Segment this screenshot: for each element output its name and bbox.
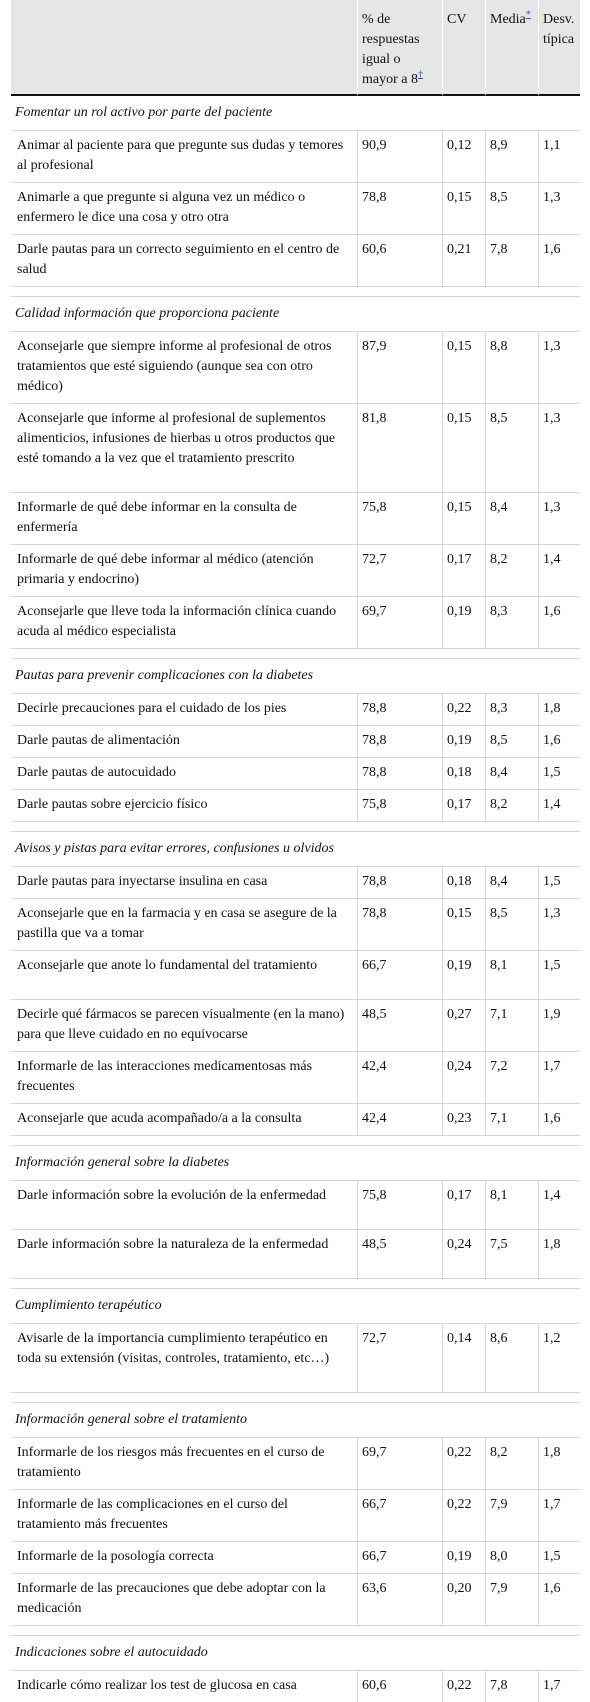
sd-cell: 1,3 bbox=[538, 493, 580, 545]
cv-cell: 0,22 bbox=[442, 694, 485, 726]
section-separator bbox=[11, 1279, 580, 1289]
cv-cell: 0,19 bbox=[442, 951, 485, 1000]
table-row bbox=[11, 332, 580, 404]
pct-cell: 66,7 bbox=[357, 951, 442, 1000]
sd-cell: 1,3 bbox=[538, 899, 580, 951]
media-cell: 8,2 bbox=[485, 790, 538, 822]
media-cell: 8,9 bbox=[485, 131, 538, 183]
media-cell: 8,6 bbox=[485, 1324, 538, 1393]
item-cell: Informarle de los riesgos más frecuentes en el curso de tratamiento bbox=[11, 1438, 357, 1490]
pct-cell: 78,8 bbox=[357, 758, 442, 790]
media-cell: 7,1 bbox=[485, 1000, 538, 1052]
pct-cell: 81,8 bbox=[357, 404, 442, 493]
media-cell: 8,2 bbox=[485, 1438, 538, 1490]
separator-cell bbox=[11, 1136, 580, 1146]
header-cv-cell bbox=[442, 0, 485, 96]
table-row bbox=[11, 131, 580, 183]
cv-cell: 0,17 bbox=[442, 1181, 485, 1230]
table-row bbox=[11, 951, 580, 1000]
item-cell: Informarle de las complicaciones en el curso del tratamiento más frecuentes bbox=[11, 1490, 357, 1542]
table-row bbox=[11, 235, 580, 287]
cv-cell: 0,22 bbox=[442, 1671, 485, 1702]
section-header-row bbox=[11, 1636, 580, 1671]
header-media-label: Media bbox=[490, 12, 526, 27]
pct-cell: 87,9 bbox=[357, 332, 442, 404]
section-header-row bbox=[11, 659, 580, 694]
sd-cell: 1,4 bbox=[538, 790, 580, 822]
item-cell: Darle pautas sobre ejercicio físico bbox=[11, 790, 357, 822]
item-cell: Decirle precauciones para el cuidado de los pies bbox=[11, 694, 357, 726]
item-cell: Animar al paciente para que pregunte sus dudas y temores al profesional bbox=[11, 131, 357, 183]
media-cell: 7,2 bbox=[485, 1052, 538, 1104]
sd-cell: 1,1 bbox=[538, 131, 580, 183]
pct-cell: 75,8 bbox=[357, 790, 442, 822]
sd-cell: 1,5 bbox=[538, 1542, 580, 1574]
footnote-dagger-link[interactable]: † bbox=[417, 69, 423, 81]
table-row bbox=[11, 545, 580, 597]
item-cell: Aconsejarle que acuda acompañado/a a la consulta bbox=[11, 1104, 357, 1136]
pct-cell: 75,8 bbox=[357, 493, 442, 545]
item-cell: Aconsejarle que anote lo fundamental del tratamiento bbox=[11, 951, 357, 1000]
pct-cell: 69,7 bbox=[357, 1438, 442, 1490]
pct-cell: 69,7 bbox=[357, 597, 442, 649]
sd-cell: 1,5 bbox=[538, 951, 580, 1000]
table-row bbox=[11, 790, 580, 822]
sd-cell: 1,6 bbox=[538, 235, 580, 287]
item-cell: Darle pautas para un correcto seguimiento en el centro de salud bbox=[11, 235, 357, 287]
table-row bbox=[11, 1490, 580, 1542]
header-pct-cell bbox=[357, 0, 442, 96]
item-cell: Animarle a que pregunte si alguna vez un médico o enfermero le dice una cosa y otro otra bbox=[11, 183, 357, 235]
item-cell: Informarle de la posología correcta bbox=[11, 1542, 357, 1574]
section-header-row bbox=[11, 1146, 580, 1181]
media-cell: 8,2 bbox=[485, 545, 538, 597]
pct-cell: 78,8 bbox=[357, 694, 442, 726]
sd-cell: 1,6 bbox=[538, 1574, 580, 1626]
section-separator bbox=[11, 287, 580, 297]
sd-cell: 1,3 bbox=[538, 332, 580, 404]
table-row bbox=[11, 1438, 580, 1490]
sd-cell: 1,8 bbox=[538, 1230, 580, 1279]
media-cell: 8,0 bbox=[485, 1542, 538, 1574]
footnote-asterisk-link[interactable]: * bbox=[525, 9, 531, 21]
pct-cell: 78,8 bbox=[357, 183, 442, 235]
sd-cell: 1,6 bbox=[538, 597, 580, 649]
cv-cell: 0,15 bbox=[442, 493, 485, 545]
section-header-row bbox=[11, 96, 580, 131]
separator-cell bbox=[11, 1626, 580, 1636]
section-title: Indicaciones sobre el autocuidado bbox=[11, 1636, 580, 1671]
cv-cell: 0,22 bbox=[442, 1490, 485, 1542]
separator-cell bbox=[11, 287, 580, 297]
media-cell: 8,1 bbox=[485, 951, 538, 1000]
table-row bbox=[11, 867, 580, 899]
table-row bbox=[11, 1000, 580, 1052]
table-row bbox=[11, 493, 580, 545]
section-title: Pautas para prevenir complicaciones con la diabetes bbox=[11, 659, 580, 694]
media-cell: 8,5 bbox=[485, 183, 538, 235]
sd-cell: 1,3 bbox=[538, 404, 580, 493]
pct-cell: 78,8 bbox=[357, 867, 442, 899]
sd-cell: 1,8 bbox=[538, 694, 580, 726]
cv-cell: 0,19 bbox=[442, 726, 485, 758]
cv-cell: 0,15 bbox=[442, 404, 485, 493]
pct-cell: 78,8 bbox=[357, 726, 442, 758]
cv-cell: 0,15 bbox=[442, 183, 485, 235]
pct-cell: 72,7 bbox=[357, 1324, 442, 1393]
cv-cell: 0,15 bbox=[442, 332, 485, 404]
sd-cell: 1,2 bbox=[538, 1324, 580, 1393]
media-cell: 8,5 bbox=[485, 404, 538, 493]
item-cell: Aconsejarle que en la farmacia y en casa se asegure de la pastilla que va a tomar bbox=[11, 899, 357, 951]
header-media-cell bbox=[485, 0, 538, 96]
table-row bbox=[11, 899, 580, 951]
separator-cell bbox=[11, 649, 580, 659]
section-title: Cumplimiento terapéutico bbox=[11, 1289, 580, 1324]
sd-cell: 1,7 bbox=[538, 1671, 580, 1702]
section-title: Fomentar un rol activo por parte del paciente bbox=[11, 96, 580, 131]
cv-cell: 0,19 bbox=[442, 1542, 485, 1574]
media-cell: 8,4 bbox=[485, 867, 538, 899]
table-row bbox=[11, 1542, 580, 1574]
cv-cell: 0,19 bbox=[442, 597, 485, 649]
media-cell: 7,9 bbox=[485, 1490, 538, 1542]
table-row bbox=[11, 1052, 580, 1104]
table-row bbox=[11, 404, 580, 493]
header-item-cell bbox=[11, 0, 357, 96]
cv-cell: 0,18 bbox=[442, 758, 485, 790]
pct-cell: 42,4 bbox=[357, 1104, 442, 1136]
pct-cell: 42,4 bbox=[357, 1052, 442, 1104]
media-cell: 7,5 bbox=[485, 1230, 538, 1279]
item-cell: Indicarle cómo realizar los test de glucosa en casa bbox=[17, 1678, 297, 1693]
item-cell: Aconsejarle que siempre informe al profesional de otros tratamientos que esté siguiendo (aunque sea con otro médico) bbox=[11, 332, 357, 404]
table-row bbox=[11, 1181, 580, 1230]
section-separator bbox=[11, 822, 580, 832]
sd-cell: 1,7 bbox=[538, 1052, 580, 1104]
sd-cell: 1,8 bbox=[538, 1438, 580, 1490]
sd-cell: 1,4 bbox=[538, 1181, 580, 1230]
cv-cell: 0,17 bbox=[442, 545, 485, 597]
table-body bbox=[11, 96, 580, 1702]
pct-cell: 66,7 bbox=[357, 1490, 442, 1542]
table-row bbox=[11, 183, 580, 235]
pct-cell: 48,5 bbox=[357, 1230, 442, 1279]
cv-cell: 0,18 bbox=[442, 867, 485, 899]
item-cell: Darle pautas de autocuidado bbox=[11, 758, 357, 790]
section-title: Información general sobre el tratamiento bbox=[11, 1403, 580, 1438]
item-cell: Informarle de las interacciones medicamentosas más frecuentes bbox=[11, 1052, 357, 1104]
pct-cell: 66,7 bbox=[357, 1542, 442, 1574]
table-row bbox=[11, 1671, 580, 1702]
pct-cell: 60,6 bbox=[357, 235, 442, 287]
cv-cell: 0,23 bbox=[442, 1104, 485, 1136]
table-header bbox=[11, 0, 580, 96]
sd-cell: 1,6 bbox=[538, 1104, 580, 1136]
table-row bbox=[11, 758, 580, 790]
media-cell: 8,3 bbox=[485, 694, 538, 726]
sd-cell: 1,9 bbox=[538, 1000, 580, 1052]
table-row bbox=[11, 1574, 580, 1626]
item-cell: Darle información sobre la evolución de la enfermedad bbox=[11, 1181, 357, 1230]
item-cell: Avisarle de la importancia cumplimiento terapéutico en toda su extensión (visitas, controles, tratamiento, etc…) bbox=[11, 1324, 357, 1393]
sd-cell: 1,7 bbox=[538, 1490, 580, 1542]
sd-cell: 1,6 bbox=[538, 726, 580, 758]
header-sd-cell bbox=[538, 0, 580, 96]
header-pct-label: % de respuestas igual o mayor a 8 bbox=[362, 12, 420, 87]
cv-cell: 0,22 bbox=[442, 1438, 485, 1490]
media-cell: 7,9 bbox=[485, 1574, 538, 1626]
section-separator bbox=[11, 1393, 580, 1403]
item-cell: Informarle de qué debe informar en la consulta de enfermería bbox=[11, 493, 357, 545]
item-cell: Aconsejarle que lleve toda la información clínica cuando acuda al médico especialista bbox=[11, 597, 357, 649]
pct-cell: 78,8 bbox=[357, 899, 442, 951]
section-title: Información general sobre la diabetes bbox=[11, 1146, 580, 1181]
sd-cell: 1,4 bbox=[538, 545, 580, 597]
pct-cell: 63,6 bbox=[357, 1574, 442, 1626]
results-table bbox=[11, 0, 580, 1702]
cv-cell: 0,17 bbox=[442, 790, 485, 822]
media-cell: 8,5 bbox=[485, 726, 538, 758]
table-row bbox=[11, 1104, 580, 1136]
section-title: Avisos y pistas para evitar errores, confusiones u olvidos bbox=[11, 832, 580, 867]
media-cell: 8,4 bbox=[485, 493, 538, 545]
pct-cell: 60,6 bbox=[357, 1671, 442, 1702]
header-sd-label: Desv. típica bbox=[543, 12, 575, 47]
section-header-row bbox=[11, 1289, 580, 1324]
separator-cell bbox=[11, 822, 580, 832]
media-cell: 8,8 bbox=[485, 332, 538, 404]
item-cell: Informarle de las precauciones que debe adoptar con la medicación bbox=[11, 1574, 357, 1626]
results-table-container bbox=[11, 0, 580, 1702]
media-cell: 8,3 bbox=[485, 597, 538, 649]
item-cell: Informarle de qué debe informar al médico (atención primaria y endocrino) bbox=[11, 545, 357, 597]
sd-cell: 1,5 bbox=[538, 758, 580, 790]
section-header-row bbox=[11, 832, 580, 867]
section-header-row bbox=[11, 297, 580, 332]
pct-cell: 75,8 bbox=[357, 1181, 442, 1230]
cv-cell: 0,24 bbox=[442, 1052, 485, 1104]
item-cell: Darle información sobre la naturaleza de la enfermedad bbox=[11, 1230, 357, 1279]
cv-cell: 0,12 bbox=[442, 131, 485, 183]
section-separator bbox=[11, 1136, 580, 1146]
separator-cell bbox=[11, 1393, 580, 1403]
table-row bbox=[11, 726, 580, 758]
section-title: Calidad información que proporciona paciente bbox=[11, 297, 580, 332]
media-cell: 8,4 bbox=[485, 758, 538, 790]
cv-cell: 0,20 bbox=[442, 1574, 485, 1626]
table-row bbox=[11, 1230, 580, 1279]
sd-cell: 1,3 bbox=[538, 183, 580, 235]
media-cell: 7,8 bbox=[485, 235, 538, 287]
header-cv-label: CV bbox=[447, 12, 467, 27]
section-separator bbox=[11, 649, 580, 659]
cv-cell: 0,24 bbox=[442, 1230, 485, 1279]
media-cell: 7,8 bbox=[485, 1671, 538, 1702]
cv-cell: 0,27 bbox=[442, 1000, 485, 1052]
table-row bbox=[11, 694, 580, 726]
media-cell: 8,1 bbox=[485, 1181, 538, 1230]
item-cell: Darle pautas para inyectarse insulina en casa bbox=[11, 867, 357, 899]
media-cell: 7,1 bbox=[485, 1104, 538, 1136]
separator-cell bbox=[11, 1279, 580, 1289]
item-cell: Darle pautas de alimentación bbox=[11, 726, 357, 758]
table-row bbox=[11, 597, 580, 649]
item-cell: Decirle qué fármacos se parecen visualmente (en la mano) para que lleve cuidado en no equivocarse bbox=[11, 1000, 357, 1052]
sd-cell: 1,5 bbox=[538, 867, 580, 899]
pct-cell: 90,9 bbox=[357, 131, 442, 183]
pct-cell: 48,5 bbox=[357, 1000, 442, 1052]
cv-cell: 0,14 bbox=[442, 1324, 485, 1393]
item-cell: Aconsejarle que informe al profesional de suplementos alimenticios, infusiones de hierbas u otros productos que esté tomando a la vez que el tratamiento prescrito bbox=[11, 404, 357, 493]
section-header-row bbox=[11, 1403, 580, 1438]
pct-cell: 72,7 bbox=[357, 545, 442, 597]
media-cell: 8,5 bbox=[485, 899, 538, 951]
cv-cell: 0,21 bbox=[442, 235, 485, 287]
table-row bbox=[11, 1324, 580, 1393]
section-separator bbox=[11, 1626, 580, 1636]
cv-cell: 0,15 bbox=[442, 899, 485, 951]
